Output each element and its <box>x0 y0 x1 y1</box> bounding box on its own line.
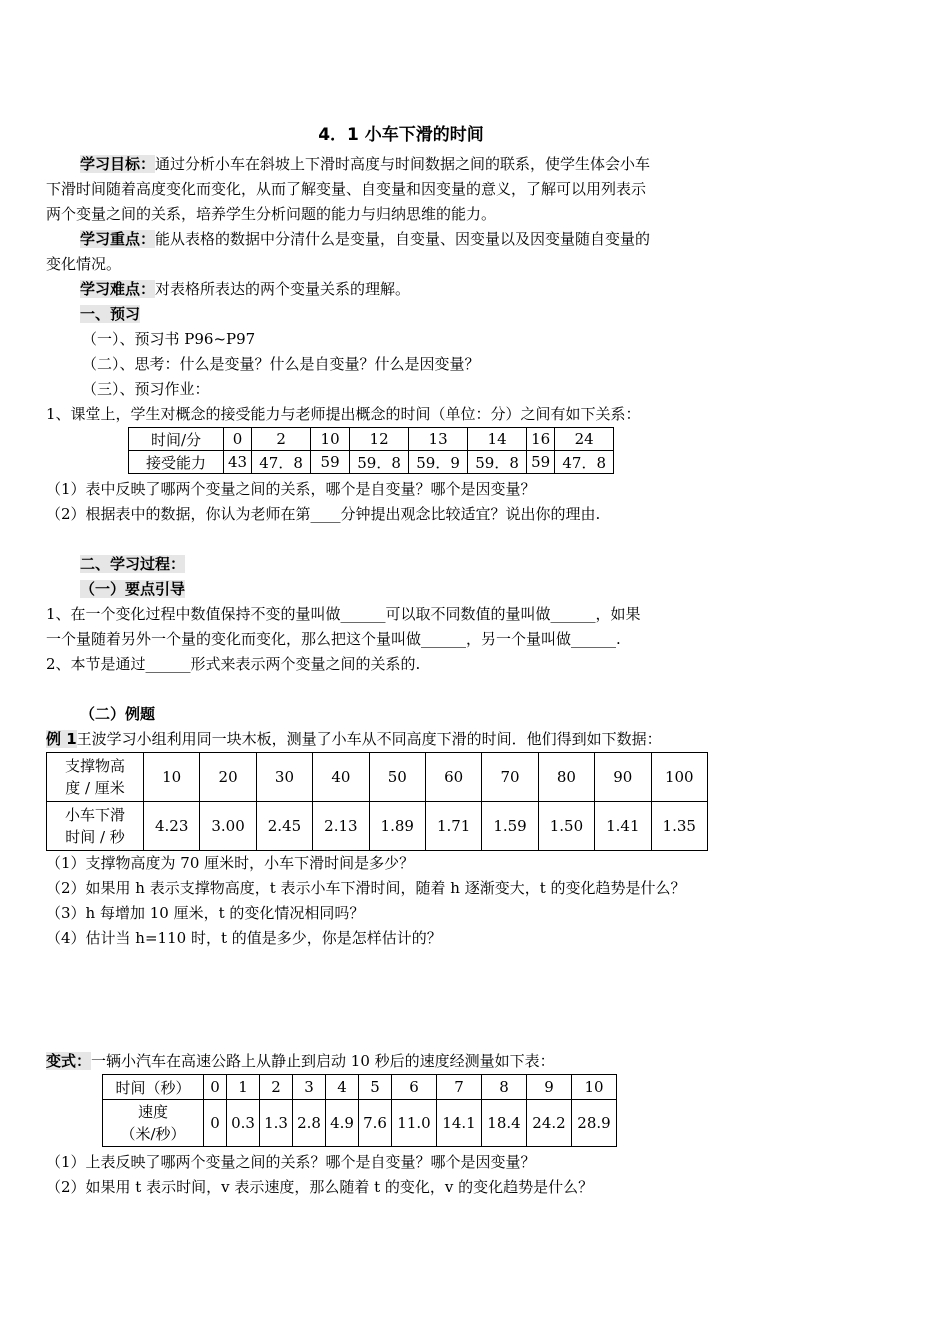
table-cell: 1.3 <box>260 1100 293 1147</box>
variant-label: 变式： <box>46 1052 92 1070</box>
attention-table <box>128 427 614 474</box>
row-label: 时间/分 <box>129 428 224 451</box>
table-cell: 18.4 <box>482 1100 527 1147</box>
table-cell: 1.71 <box>425 802 481 851</box>
preview-item-2: （二）、思考：什么是变量？什么是自变量？什么是因变量？ <box>82 355 480 373</box>
row-label <box>47 802 144 851</box>
table-cell: 20 <box>200 753 256 802</box>
objectives-text-1: 通过分析小车在斜坡上下滑时高度与时间数据之间的联系，使学生体会小车 <box>155 155 651 173</box>
table-cell: 14.1 <box>437 1100 482 1147</box>
preview-heading: 一、预习 <box>80 305 141 323</box>
page-title: 4．1 小车下滑的时间 <box>318 125 484 145</box>
table-cell: 4.23 <box>144 802 200 851</box>
row-label-line: （米/秒） <box>120 1125 186 1143</box>
row-label-line: 速度 <box>137 1103 168 1121</box>
key-guide-heading: （一）要点引导 <box>80 580 186 598</box>
row-label: 接受能力 <box>129 451 224 474</box>
objectives-label: 学习目标： <box>80 155 156 173</box>
preview-heading-line <box>46 302 716 327</box>
process-heading-line <box>46 552 716 577</box>
table-cell: 0.3 <box>227 1100 260 1147</box>
example1-question-2: （2）如果用 h 表示支撑物高度，t 表示小车下滑时间，随着 h 逐渐变大，t 的变化趋势是什么？ <box>46 879 686 897</box>
table-cell: 47．8 <box>555 451 614 474</box>
key-points-line-1 <box>46 227 716 252</box>
variant-question-2: （2）如果用 t 表示时间，v 表示速度，那么随着 t 的变化，v 的变化趋势是什么？ <box>46 1178 594 1196</box>
variant-question-1: （1）上表反映了哪两个变量之间的关系？哪个是自变量？哪个是因变量？ <box>46 1153 536 1171</box>
key-points-text-1: 能从表格的数据中分清什么是变量，自变量、因变量以及因变量随自变量的 <box>155 230 651 248</box>
table-cell: 2.45 <box>256 802 312 851</box>
table-cell: 4 <box>326 1075 359 1100</box>
table-cell: 2.8 <box>293 1100 326 1147</box>
table-cell: 60 <box>425 753 481 802</box>
row-label: 时间（秒） <box>103 1075 204 1100</box>
table-cell: 7 <box>437 1075 482 1100</box>
speed-table <box>102 1074 617 1147</box>
row-label-line: 小车下滑 <box>64 806 125 824</box>
objectives-line-1 <box>46 152 716 177</box>
table-cell: 1 <box>227 1075 260 1100</box>
example1-question-4: （4）估计当 h=110 时，t 的值是多少，你是怎样估计的？ <box>46 929 442 947</box>
table-cell: 30 <box>256 753 312 802</box>
table-cell: 40 <box>313 753 369 802</box>
table-row <box>129 428 614 451</box>
table-row <box>129 451 614 474</box>
table-cell: 1.35 <box>651 802 707 851</box>
key-points-label: 学习重点： <box>80 230 156 248</box>
row-label-line: 支撑物高 <box>64 757 125 775</box>
difficulty-label: 学习难点： <box>80 280 156 298</box>
example1-intro <box>46 727 716 752</box>
table-cell: 0 <box>204 1075 227 1100</box>
table-cell: 7.6 <box>359 1100 392 1147</box>
table-cell: 12 <box>350 428 409 451</box>
slide-time-table <box>46 752 708 851</box>
preview-item-1: （一）、预习书 P96~P97 <box>82 330 256 348</box>
table-cell: 59 <box>527 451 555 474</box>
process-line-2: 一个量随着另外一个量的变化而变化，那么把这个量叫做______，另一个量叫做______. <box>46 630 621 648</box>
table-cell: 59 <box>311 451 350 474</box>
table-cell: 2 <box>260 1075 293 1100</box>
preview-question-a: （1）表中反映了哪两个变量之间的关系，哪个是自变量？哪个是因变量？ <box>46 480 536 498</box>
difficulty-line <box>46 277 716 302</box>
table-cell: 24 <box>555 428 614 451</box>
objectives-line-2: 下滑时间随着高度变化而变化，从而了解变量、自变量和因变量的意义，了解可以用列表示 <box>46 180 647 198</box>
table-cell: 0 <box>224 428 252 451</box>
table-cell: 50 <box>369 753 425 802</box>
table-cell: 8 <box>482 1075 527 1100</box>
table-cell: 59．8 <box>468 451 527 474</box>
table-cell: 2 <box>252 428 311 451</box>
table-cell: 1.89 <box>369 802 425 851</box>
row-label-line: 时间 / 秒 <box>65 828 125 846</box>
table-cell: 100 <box>651 753 707 802</box>
table-cell: 28.9 <box>572 1100 617 1147</box>
table-row <box>47 802 708 851</box>
preview-question-1: 1、课堂上，学生对概念的接受能力与老师提出概念的时间（单位：分）之间有如下关系： <box>46 405 641 423</box>
table-cell: 10 <box>311 428 350 451</box>
table-cell: 2.13 <box>313 802 369 851</box>
table-row <box>103 1075 617 1100</box>
difficulty-text: 对表格所表达的两个变量关系的理解。 <box>155 280 411 298</box>
example1-label: 例 1 <box>46 730 77 748</box>
key-points-line-2: 变化情况。 <box>46 255 122 273</box>
table-cell: 24.2 <box>527 1100 572 1147</box>
table-cell: 10 <box>572 1075 617 1100</box>
table-cell: 5 <box>359 1075 392 1100</box>
table-cell: 1.59 <box>482 802 538 851</box>
table-cell: 80 <box>538 753 594 802</box>
process-line-3: 2、本节是通过______形式来表示两个变量之间的关系的. <box>46 655 421 673</box>
table-cell: 59．9 <box>409 451 468 474</box>
example1-question-1: （1）支撑物高度为 70 厘米时，小车下滑时间是多少？ <box>46 854 415 872</box>
table-cell: 13 <box>409 428 468 451</box>
table-cell: 43 <box>224 451 252 474</box>
table-cell: 11.0 <box>392 1100 437 1147</box>
variant-intro <box>46 1049 716 1074</box>
table-cell: 3.00 <box>200 802 256 851</box>
table-cell: 14 <box>468 428 527 451</box>
objectives-line-3: 两个变量之间的关系，培养学生分析问题的能力与归纳思维的能力。 <box>46 205 497 223</box>
table-cell: 6 <box>392 1075 437 1100</box>
variant-text: 一辆小汽车在高速公路上从静止到启动 10 秒后的速度经测量如下表： <box>91 1052 555 1070</box>
example-heading: （二）例题 <box>80 705 156 723</box>
example1-text: 王波学习小组利用同一块木板，测量了小车从不同高度下滑的时间．他们得到如下数据： <box>76 730 662 748</box>
table-cell: 70 <box>482 753 538 802</box>
key-guide-heading-line <box>46 577 716 602</box>
preview-item-3: （三）、预习作业： <box>82 380 210 398</box>
preview-question-b: （2）根据表中的数据，你认为老师在第____分钟提出观念比较适宜？说出你的理由. <box>46 505 601 523</box>
table-cell: 47．8 <box>252 451 311 474</box>
table-cell: 59．8 <box>350 451 409 474</box>
table-cell: 16 <box>527 428 555 451</box>
table-cell: 90 <box>595 753 651 802</box>
table-cell: 10 <box>144 753 200 802</box>
table-cell: 4.9 <box>326 1100 359 1147</box>
row-label <box>47 753 144 802</box>
table-cell: 1.50 <box>538 802 594 851</box>
table-cell: 1.41 <box>595 802 651 851</box>
row-label <box>103 1100 204 1147</box>
row-label-line: 度 / 厘米 <box>65 779 125 797</box>
table-row <box>103 1100 617 1147</box>
table-cell: 0 <box>204 1100 227 1147</box>
worksheet <box>46 120 716 1200</box>
table-cell: 9 <box>527 1075 572 1100</box>
process-heading: 二、学习过程： <box>80 555 186 573</box>
process-line-1: 1、在一个变化过程中数值保持不变的量叫做______可以取不同数值的量叫做______，如果 <box>46 605 641 623</box>
example1-question-3: （3）h 每增加 10 厘米，t 的变化情况相同吗？ <box>46 904 365 922</box>
table-row <box>47 753 708 802</box>
example-heading-line <box>46 702 716 727</box>
table-cell: 3 <box>293 1075 326 1100</box>
